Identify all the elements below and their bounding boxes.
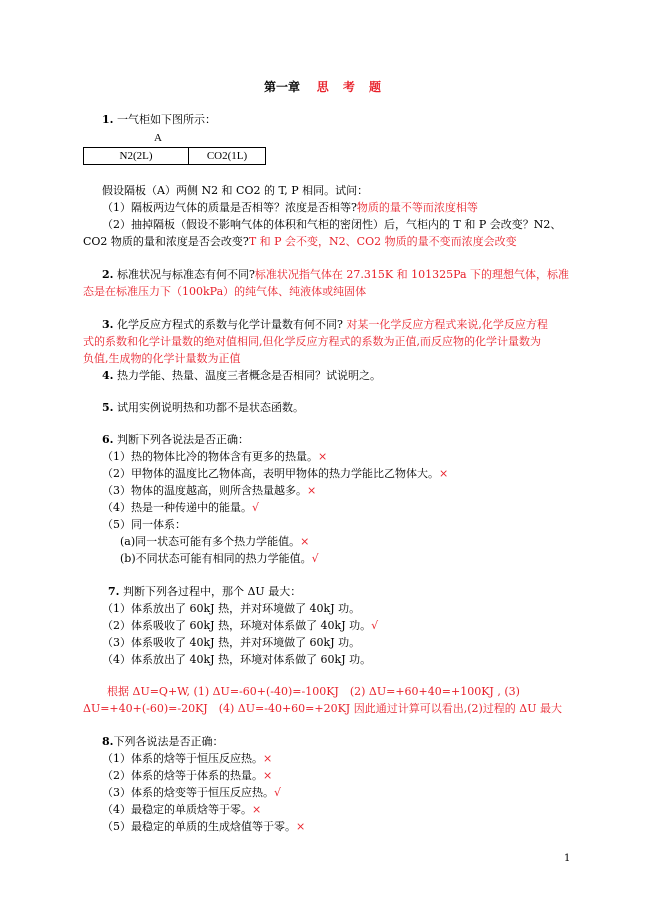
question-1-sub1: （1）隔板两边气体的质量是否相等？浓度是否相等?物质的量不等而浓度相等 bbox=[102, 201, 478, 214]
judgement-mark: √ bbox=[311, 552, 319, 565]
cabinet-cell-n2: N2(2L) bbox=[84, 148, 189, 165]
list-item: （2）体系的焓等于体系的热量。× bbox=[102, 769, 273, 782]
chapter-title bbox=[0, 80, 650, 95]
answer-2-line2: 态是在标准压力下（100kPa）的纯气体、纯液体或纯固体 bbox=[83, 285, 367, 298]
list-item: （3）物体的温度越高，则所含热量越多。× bbox=[102, 484, 317, 497]
question-1-sub2-line1: （2）抽掉隔板（假设不影响气体的体积和气柜的密闭性）后，气柜内的 T 和 P 会改变？N2、 bbox=[102, 218, 562, 231]
answer-3-line2: 式的系数和化学计量数的绝对值相同,但化学反应方程式的系数为正值,而反应物的化学计量数为 bbox=[83, 335, 541, 348]
answer-3-line1: 对某一化学反应方程式来说,化学反应方程 bbox=[346, 318, 548, 331]
chapter-topic: 思 考 题 bbox=[316, 80, 387, 94]
chapter-label: 第一章 bbox=[263, 80, 300, 94]
list-item: (b)不同状态可能有相同的热力学能值。√ bbox=[120, 552, 319, 565]
list-item: （4）体系放出了 40kJ 热，环境对体系做了 60kJ 功。 bbox=[102, 653, 372, 666]
list-item: （1）体系放出了 60kJ 热，并对环境做了 40kJ 功。 bbox=[102, 602, 361, 615]
question-6: 6. 判断下列各说法是否正确： bbox=[102, 433, 249, 446]
answer-1-1: 物质的量不等而浓度相等 bbox=[356, 201, 478, 214]
question-6-text: 判断下列各说法是否正确： bbox=[116, 433, 249, 446]
list-item: （2）甲物体的温度比乙物体高，表明甲物体的热力学能比乙物体大。× bbox=[102, 467, 449, 480]
list-item: （5）最稳定的单质的生成焓值等于零。× bbox=[102, 820, 306, 833]
answer-7-line2: ΔU=+40+(-60)=-20KJ (4) ΔU=-40+60=+20KJ 因此通过计算可以看出,(2)过程的 ΔU 最大 bbox=[83, 702, 562, 715]
question-1-text: 一气柜如下图所示： bbox=[116, 113, 216, 126]
question-1: 1. 一气柜如下图所示： bbox=[102, 113, 216, 126]
judgement-mark: × bbox=[318, 450, 328, 463]
list-item: （3）体系吸收了 40kJ 热，并对环境做了 60kJ 功。 bbox=[102, 636, 361, 649]
judgement-mark: × bbox=[300, 535, 310, 548]
partition-label: A bbox=[154, 132, 162, 144]
question-4-text: 热力学能、热量、温度三者概念是否相同？试说明之。 bbox=[116, 369, 381, 382]
gas-cabinet-diagram bbox=[83, 147, 266, 165]
judgement-mark: × bbox=[263, 769, 273, 782]
question-5-text: 试用实例说明热和功都不是状态函数。 bbox=[116, 401, 304, 414]
question-2-text: 标准状况与标准态有何不同? bbox=[116, 268, 255, 281]
list-item: （3）体系的焓变等于恒压反应热。√ bbox=[102, 786, 282, 799]
cabinet-cell-co2: CO2(1L) bbox=[189, 148, 266, 165]
judgement-mark: × bbox=[296, 820, 306, 833]
judgement-mark: × bbox=[439, 467, 449, 480]
answer-3-line3: 负值,生成物的化学计量数为正值 bbox=[83, 352, 241, 365]
question-8: 8.下列各说法是否正确： bbox=[102, 735, 224, 748]
judgement-mark: × bbox=[307, 484, 317, 497]
answer-7-line1: 根据 ΔU=Q+W, (1) ΔU=-60+(-40)=-100KJ (2) ΔU=+60+40=+100KJ , (3) bbox=[107, 685, 520, 698]
question-3-text: 化学反应方程式的系数与化学计量数有何不同? bbox=[116, 318, 343, 331]
judgement-mark: √ bbox=[371, 619, 379, 632]
judgement-mark: × bbox=[252, 803, 262, 816]
list-item: （1）体系的焓等于恒压反应热。× bbox=[102, 752, 273, 765]
list-item: （1）热的物体比冷的物体含有更多的热量。× bbox=[102, 450, 328, 463]
question-3: 3. 化学反应方程式的系数与化学计量数有何不同? 对某一化学反应方程式来说,化学反应方程 bbox=[102, 318, 548, 331]
judgement-mark: √ bbox=[252, 501, 260, 514]
question-4: 4. 热力学能、热量、温度三者概念是否相同？试说明之。 bbox=[102, 369, 381, 382]
question-5: 5. 试用实例说明热和功都不是状态函数。 bbox=[102, 401, 304, 414]
list-item: （2）体系吸收了 60kJ 热，环境对体系做了 40kJ 功。√ bbox=[102, 619, 379, 632]
question-1-sub2-line2: CO2 物质的量和浓度是否会改变?T 和 P 会不变，N2、CO2 物质的量不变而浓度会改变 bbox=[83, 235, 517, 248]
question-7: 7. 判断下列各过程中，那个 ΔU 最大： bbox=[108, 585, 302, 598]
question-8-text: 下列各说法是否正确： bbox=[113, 735, 224, 748]
judgement-mark: √ bbox=[274, 786, 282, 799]
question-7-text: 判断下列各过程中，那个 ΔU 最大： bbox=[122, 585, 302, 598]
judgement-mark: × bbox=[263, 752, 273, 765]
list-item: （4）最稳定的单质焓等于零。× bbox=[102, 803, 262, 816]
list-item: （4）热是一种传递中的能量。√ bbox=[102, 501, 260, 514]
list-item: （5）同一体系： bbox=[102, 518, 186, 531]
list-item: (a)同一状态可能有多个热力学能值。× bbox=[120, 535, 310, 548]
page-number: 1 bbox=[564, 853, 571, 864]
answer-1-2: T 和 P 会不变，N2、CO2 物质的量不变而浓度会改变 bbox=[248, 235, 517, 248]
question-1-premise: 假设隔板（A）两侧 N2 和 CO2 的 T, P 相同。试问： bbox=[102, 184, 369, 197]
question-2: 2. 标准状况与标准态有何不同?标准状况指气体在 27.315K 和 101325Pa 下的理想气体，标准 bbox=[102, 268, 570, 281]
answer-2-line1: 标准状况指气体在 27.315K 和 101325Pa 下的理想气体，标准 bbox=[254, 268, 570, 281]
